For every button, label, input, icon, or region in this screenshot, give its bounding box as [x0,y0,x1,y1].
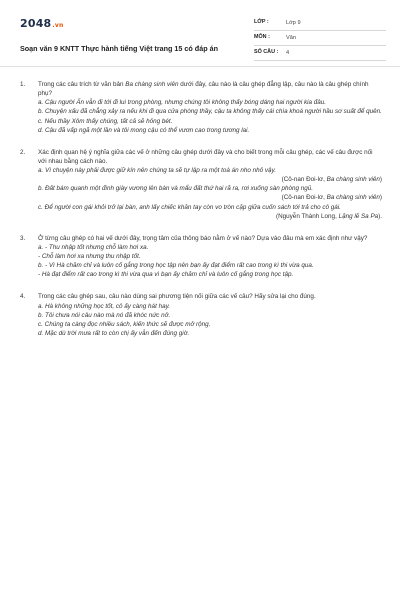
citation-part: ) [379,194,382,202]
question-text: Xác định quan hệ ý nghĩa giữa các vế ở những câu ghép dưới đây và cho biết trong mỗi câu ghép, các vế câu được nối với nhau bằng cách nào. [38,148,373,165]
meta-value: Lớp 9 [286,19,301,26]
citation-title: Ba chàng sinh viên [326,194,380,202]
option-b: b. Đất bám quanh một đinh giày vương lên bàn và mẩu đất thứ hai rã ra, rơi xuống sàn phòng ngủ. [38,185,313,193]
logo-suffix: .vn [52,22,64,29]
option-d: d. Mặc dù trời mưa rất to còn chị ấy vẫn đến đúng giờ. [38,329,190,337]
meta-row-subject [254,31,386,46]
question-text-part: Trong các câu trích từ văn bản [38,81,126,88]
citation-part: ). [378,212,382,220]
question-number: 2. [20,148,26,156]
question-text: Ở từng câu ghép có hai vế dưới đây, trọng tâm của thông báo nằm ở vế nào? Dựa vào đâu mà em xác định như vậy? [38,234,368,242]
question-body [38,80,382,135]
question-3 [20,234,382,280]
question-1 [20,80,382,135]
citation-part: ) [379,176,382,184]
meta-value: Văn [286,34,296,41]
question-body [38,234,382,280]
citation-part: (Cô-nan Đoi-lơ, [281,194,327,202]
option-line: a. - Thu nhập tốt nhưng chỗ làm hơi xa. [38,243,149,251]
work-title: Ba chàng sinh viên [125,81,179,88]
question-text-part: dưới đây, câu nào là câu ghép đẳng lập, câu nào là câu ghép chính phụ? [38,81,369,98]
question-text: Trong các câu ghép sau, câu nào dùng sai phương tiện nối giữa các vế câu? Hãy sửa lại cho đúng. [38,293,316,301]
question-number: 1. [20,81,26,88]
document-header [14,14,386,62]
meta-row-class [254,16,386,31]
question-list [20,80,382,351]
citation-title: Lặng lẽ Sa Pa [338,212,379,220]
option-c: c. Nếu thầy Xôm thấy chúng, tất cả sẽ hỏng bét. [38,117,173,125]
logo-main: 2048 [20,17,52,30]
question-body [38,292,382,338]
meta-key: SỐ CÂU : [254,49,279,56]
option-a: a. Hà không những học tốt, cô ấy càng hát hay. [38,302,170,310]
header-divider [0,66,400,67]
option-c: c. Để người con gái khỏi trở lại bàn, anh lấy chiếc khăn tay còn vo tròn cặp giữa cuốn sách tới trả cho cô gái. [38,203,341,211]
option-line: b. - Vì Hà chăm chỉ và luôn cố gắng trong học tập nên bạn ấy đạt điểm rất cao trong kì thi vừa qua. [38,262,314,270]
citation-title: Ba chàng sinh viên [326,176,380,184]
meta-key: MÔN : [254,34,270,41]
option-c: c. Chúng ta càng đọc nhiều sách, kiến thức sẽ được mở rộng. [38,320,211,328]
option-d: d. Cậu đã vấp ngã một lần và tôi mong cậu có thể vươn cao trong tương lai. [38,126,250,134]
source-citation [38,193,382,202]
option-line: - Hà đạt điểm rất cao trong kì thi vừa qua vì bạn ấy chăm chỉ và luôn cố gắng trong học tập. [38,271,294,279]
citation-part: (Nguyễn Thành Long, [276,212,339,220]
site-logo[interactable] [20,16,63,32]
option-line: - Chỗ làm hơi xa nhưng thu nhập tốt. [38,253,141,260]
option-a: a. Vì chuyện này phải được giữ kín nên chúng ta sẽ tự lập ra một toà án nho nhỏ vậy. [38,167,276,174]
citation-part: (Cô-nan Đoi-lơ, [281,176,327,184]
source-citation [38,175,382,184]
option-b: b. Tôi chưa nói câu nào mà nó đã khóc nức nở. [38,311,171,319]
meta-table [254,16,386,61]
meta-value: 4 [286,49,290,56]
question-body [38,148,382,221]
question-text [38,80,382,98]
meta-key: LỚP : [254,19,269,26]
option-a: a. Cậu người Ấn vẫn đi tới đi lui trong phòng, nhưng chúng tôi không thấy bóng dáng hai người kia đâu. [38,99,327,107]
question-4 [20,292,382,338]
question-number: 4. [20,293,26,301]
question-2 [20,148,382,221]
question-number: 3. [20,234,26,242]
meta-row-count [254,46,386,61]
source-citation [38,212,382,221]
option-b: b. Chuyện xấu đã chẳng xảy ra nếu khi đi qua cửa phòng thầy, cậu ta không thấy cái chìa khoá người hầu sơ suất để quên. [38,108,382,116]
document-title: Soạn văn 9 KNTT Thực hành tiếng Việt trang 15 có đáp án [20,44,218,53]
